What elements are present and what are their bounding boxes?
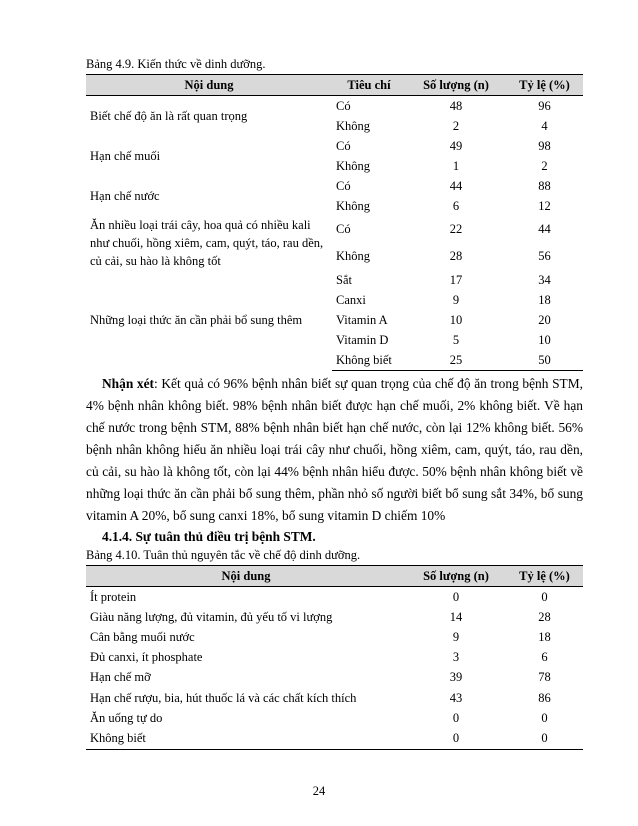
count-cell: 9 — [452, 629, 460, 644]
criterion-cell: Vitamin A — [336, 312, 388, 327]
count-cell: 25 — [406, 350, 506, 371]
comment-label: Nhận xét — [102, 376, 155, 391]
page-number: 24 — [312, 784, 326, 798]
table-row — [86, 216, 583, 243]
table-row — [86, 607, 583, 627]
criterion-cell: Không — [336, 249, 371, 263]
table-row — [86, 270, 583, 290]
table-row — [86, 176, 583, 196]
compliance-table — [86, 565, 583, 750]
count-cell: 10 — [449, 312, 463, 327]
count-cell: 6 — [452, 198, 460, 213]
percent-cell: 18 — [538, 292, 551, 307]
knowledge-table-body — [86, 96, 583, 371]
section-heading: 4.1.4. Sự tuân thủ điều trị bệnh STM. — [102, 529, 316, 544]
criterion-cell: Không — [336, 158, 371, 173]
criterion-cell: Có — [336, 178, 351, 193]
percent-cell: 78 — [538, 670, 551, 685]
percent-cell: 44 — [538, 222, 551, 236]
row-content-cell: Ít protein — [90, 589, 137, 604]
percent-cell: 86 — [538, 690, 551, 705]
count-cell: 1 — [452, 158, 460, 173]
criterion-cell: Không — [336, 198, 371, 213]
table-row — [86, 648, 583, 668]
percent-cell: 6 — [541, 650, 548, 665]
count-cell: 0 — [452, 589, 460, 604]
row-content-cell: Đủ canxi, ít phosphate — [90, 650, 203, 665]
criterion-cell: Canxi — [336, 292, 366, 307]
header-count: Số lượng (n) — [406, 566, 506, 587]
header-content: Nội dung — [86, 566, 406, 587]
table-row — [86, 96, 583, 117]
row-content-cell: Những loại thức ăn cần phải bổ sung thêm — [90, 313, 303, 328]
criterion-cell: Không — [336, 118, 371, 133]
header-criterion: Tiêu chí — [332, 75, 406, 96]
table1-caption: Bảng 4.9. Kiến thức về dinh dưỡng. — [86, 57, 266, 71]
table-header-row — [86, 75, 583, 96]
percent-cell: 34 — [538, 272, 551, 287]
table-row — [86, 587, 583, 608]
comment-paragraph — [86, 373, 583, 527]
criterion-cell: Không biết — [332, 350, 406, 371]
compliance-table-body — [86, 587, 583, 750]
count-cell: 43 — [449, 690, 463, 705]
criterion-cell: Có — [336, 138, 351, 153]
knowledge-table — [86, 74, 583, 371]
criterion-cell: Có — [336, 98, 351, 113]
percent-cell: 0 — [506, 728, 583, 749]
header-content: Nội dung — [86, 75, 332, 96]
percent-cell: 4 — [541, 118, 548, 133]
percent-cell: 50 — [506, 350, 583, 371]
count-cell: 2 — [452, 118, 460, 133]
row-content-cell: Cân bằng muối nước — [90, 629, 195, 644]
count-cell: 9 — [452, 292, 460, 307]
percent-cell: 10 — [538, 332, 551, 347]
count-cell: 17 — [449, 272, 463, 287]
percent-cell: 20 — [538, 312, 551, 327]
percent-cell: 2 — [541, 158, 548, 173]
count-cell: 44 — [449, 178, 463, 193]
document-page — [86, 56, 583, 750]
count-cell: 39 — [449, 670, 463, 685]
count-cell: 5 — [452, 332, 460, 347]
percent-cell: 98 — [538, 138, 551, 153]
header-count: Số lượng (n) — [406, 75, 506, 96]
count-cell: 0 — [452, 710, 460, 725]
table2-caption: Bảng 4.10. Tuân thủ nguyên tắc về chế độ dinh dưỡng. — [86, 548, 361, 562]
table-row — [86, 688, 583, 708]
percent-cell: 0 — [541, 589, 548, 604]
percent-cell: 96 — [538, 98, 551, 113]
percent-cell: 18 — [538, 629, 551, 644]
row-content-cell: Ăn uống tự do — [90, 710, 163, 725]
percent-cell: 56 — [538, 249, 551, 263]
criterion-cell: Sắt — [336, 272, 352, 287]
percent-cell: 12 — [538, 198, 551, 213]
count-cell: 3 — [452, 650, 460, 665]
table-header-row — [86, 566, 583, 587]
percent-cell: 88 — [538, 178, 551, 193]
percent-cell: 0 — [541, 710, 548, 725]
count-cell: 14 — [449, 609, 463, 624]
row-content-cell: Hạn chế muối — [90, 149, 161, 163]
row-content-cell: Hạn chế mỡ — [90, 670, 151, 685]
row-content-cell: Ăn nhiều loại trái cây, hoa quả có nhiều kali như chuối, hồng xiêm, cam, quýt, táo, rau dền, củ cải, su hào là không tốt — [90, 218, 324, 268]
table-row — [86, 627, 583, 647]
row-content-cell: Giàu năng lượng, đủ vitamin, đủ yếu tố vi lượng — [90, 609, 333, 624]
criterion-cell: Có — [336, 222, 351, 236]
count-cell: 49 — [449, 138, 463, 153]
row-content-cell: Biết chế độ ăn là rất quan trọng — [90, 109, 248, 123]
header-percent: Tỷ lệ (%) — [506, 566, 583, 587]
row-content-cell: Hạn chế rượu, bia, hút thuốc lá và các chất kích thích — [90, 690, 357, 705]
count-cell: 22 — [449, 222, 463, 236]
count-cell: 28 — [449, 249, 463, 263]
header-percent: Tỷ lệ (%) — [506, 75, 583, 96]
row-content-cell: Hạn chế nước — [90, 189, 160, 203]
comment-text: : Kết quả có 96% bệnh nhân biết sự quan trọng của chế độ ăn trong bệnh STM, 4% bệnh nhân không biết. 98% bệnh nhân biết được hạn chế muối, 2% không biết. Về hạn chế nước trong bệnh STM, 88% bệnh nhân biết hạn chế nước, còn lại 12% không biết. 56% bệnh nhân không hiểu ăn nhiều loại trái cây như chuối, hồng xiêm, cam, quýt, táo, rau dền, củ cải, su hào là không tốt, còn lại 44% bệnh nhân hiểu được. 50% bệnh nhân không biết về những loại thức ăn cần phải bổ sung thêm, phần nhỏ số người biết bổ sung sắt 34%, bổ sung vitamin A 20%, bổ sung canxi 18%, bổ sung vitamin D chiếm 10% — [86, 376, 583, 523]
table-row — [86, 708, 583, 728]
count-cell: 0 — [406, 728, 506, 749]
table-row — [86, 136, 583, 156]
percent-cell: 28 — [538, 609, 551, 624]
row-content-cell: Không biết — [86, 728, 406, 749]
table-row — [86, 668, 583, 688]
count-cell: 48 — [449, 98, 463, 113]
criterion-cell: Vitamin D — [336, 332, 389, 347]
table-row — [86, 728, 583, 749]
